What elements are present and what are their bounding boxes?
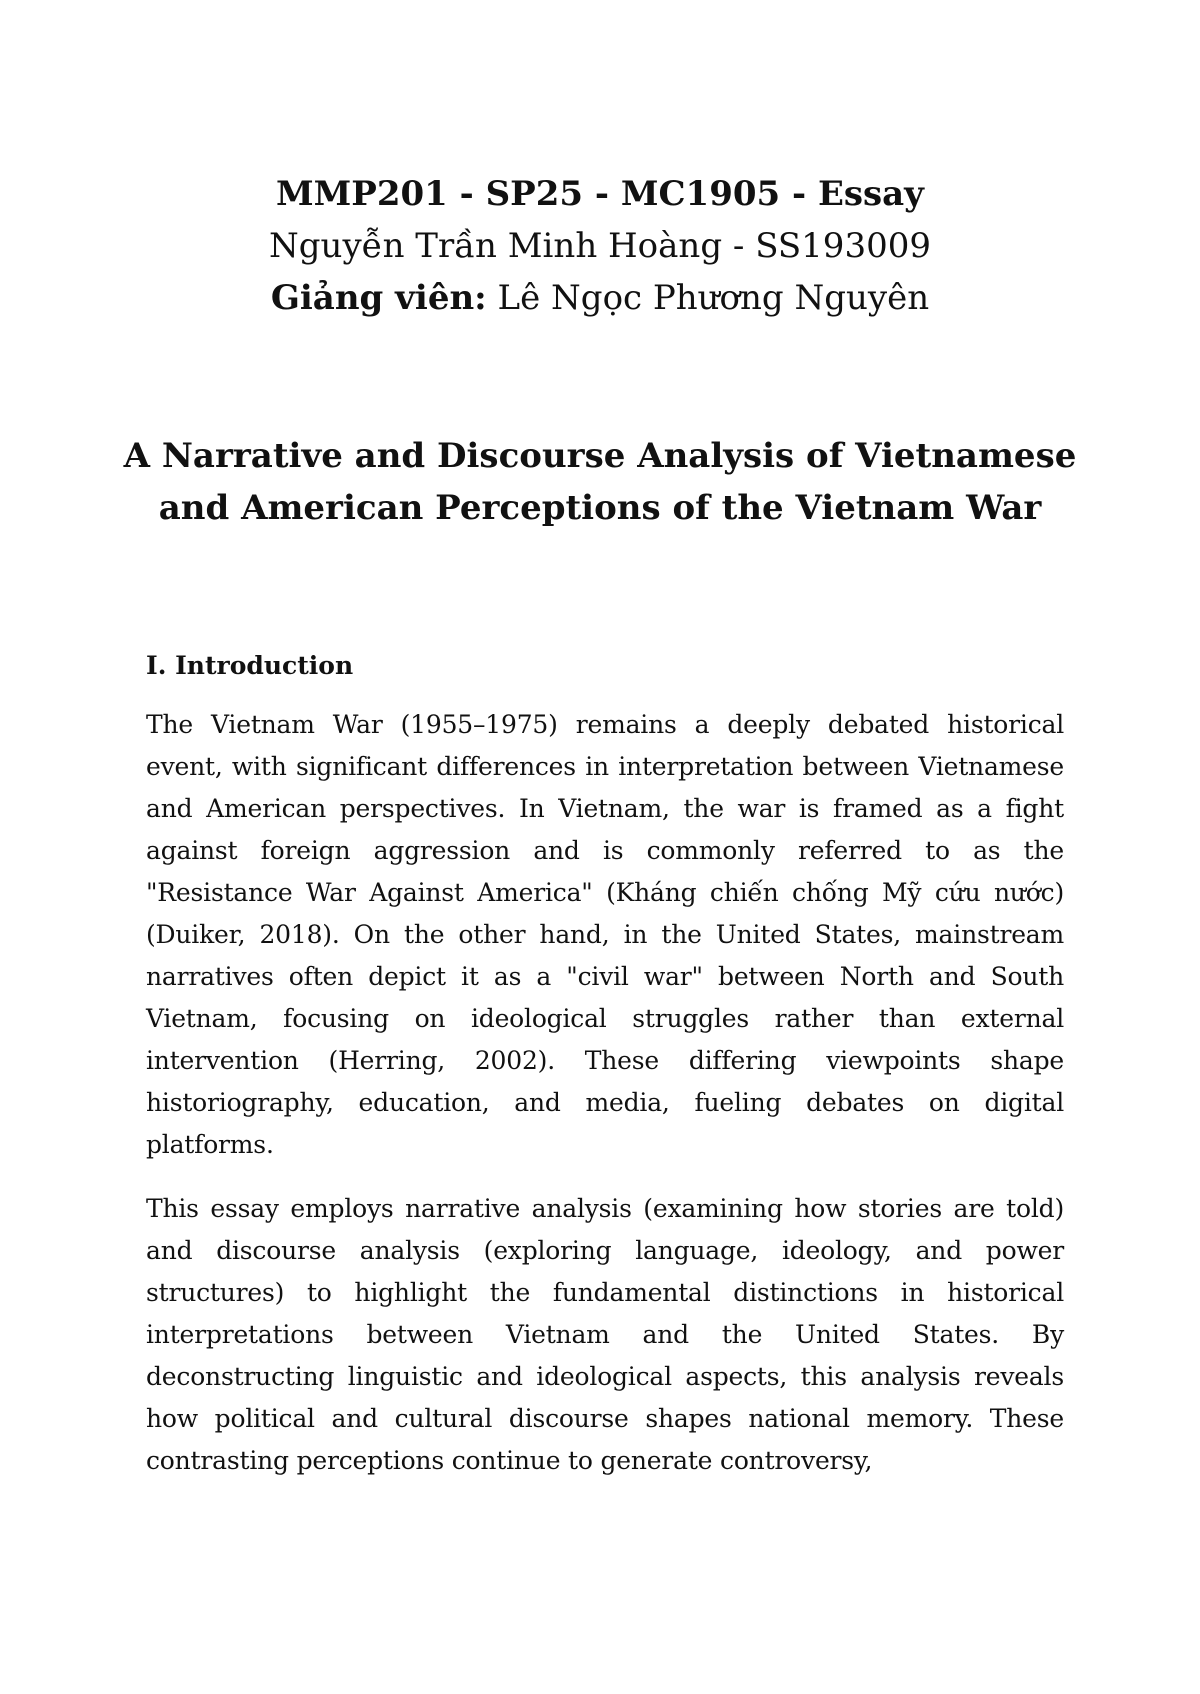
paragraph: This essay employs narrative analysis (examining how stories are told) and discourse analysis (exploring language, ideology, and power structures) to highlight the fundamental distinctions in historical interpretations between Vietnam and the United States. By deconstructing linguistic and ideological aspects, this analysis reveals how political and cultural discourse shapes national memory. These contrasting perceptions continue to generate controversy, — [146, 1194, 1064, 1475]
document-header — [0, 168, 1200, 324]
essay-body — [146, 648, 1064, 1504]
lecturer-name: Lê Ngọc Phương Nguyên — [486, 278, 930, 318]
paragraph: The Vietnam War (1955–1975) remains a deeply debated historical event, with significant differences in interpretation between Vietnamese and American perspectives. In Vietnam, the war is framed as a fight against foreign aggression and is commonly referred to as the "Resistance War Against America" (Kháng chiến chống Mỹ cứu nước) (Duiker, 2018). On the other hand, in the United States, mainstream narratives often depict it as a "civil war" between North and South Vietnam, focusing on ideological struggles rather than external intervention (Herring, 2002). These differing viewpoints shape historiography, education, and media, fueling debates on digital platforms. — [146, 710, 1064, 1159]
essay-title-line-1: A Narrative and Discourse Analysis of Vietnamese — [123, 436, 1077, 476]
essay-title-line-2: and American Perceptions of the Vietnam War — [158, 488, 1042, 528]
essay-title — [120, 430, 1080, 534]
lecturer-label: Giảng viên: — [270, 278, 487, 318]
section-heading-introduction: I. Introduction — [146, 651, 354, 680]
student-line: Nguyễn Trần Minh Hoàng - SS193009 — [269, 226, 931, 266]
course-line: MMP201 - SP25 - MC1905 - Essay — [276, 174, 924, 214]
lecturer-line — [0, 272, 1200, 324]
